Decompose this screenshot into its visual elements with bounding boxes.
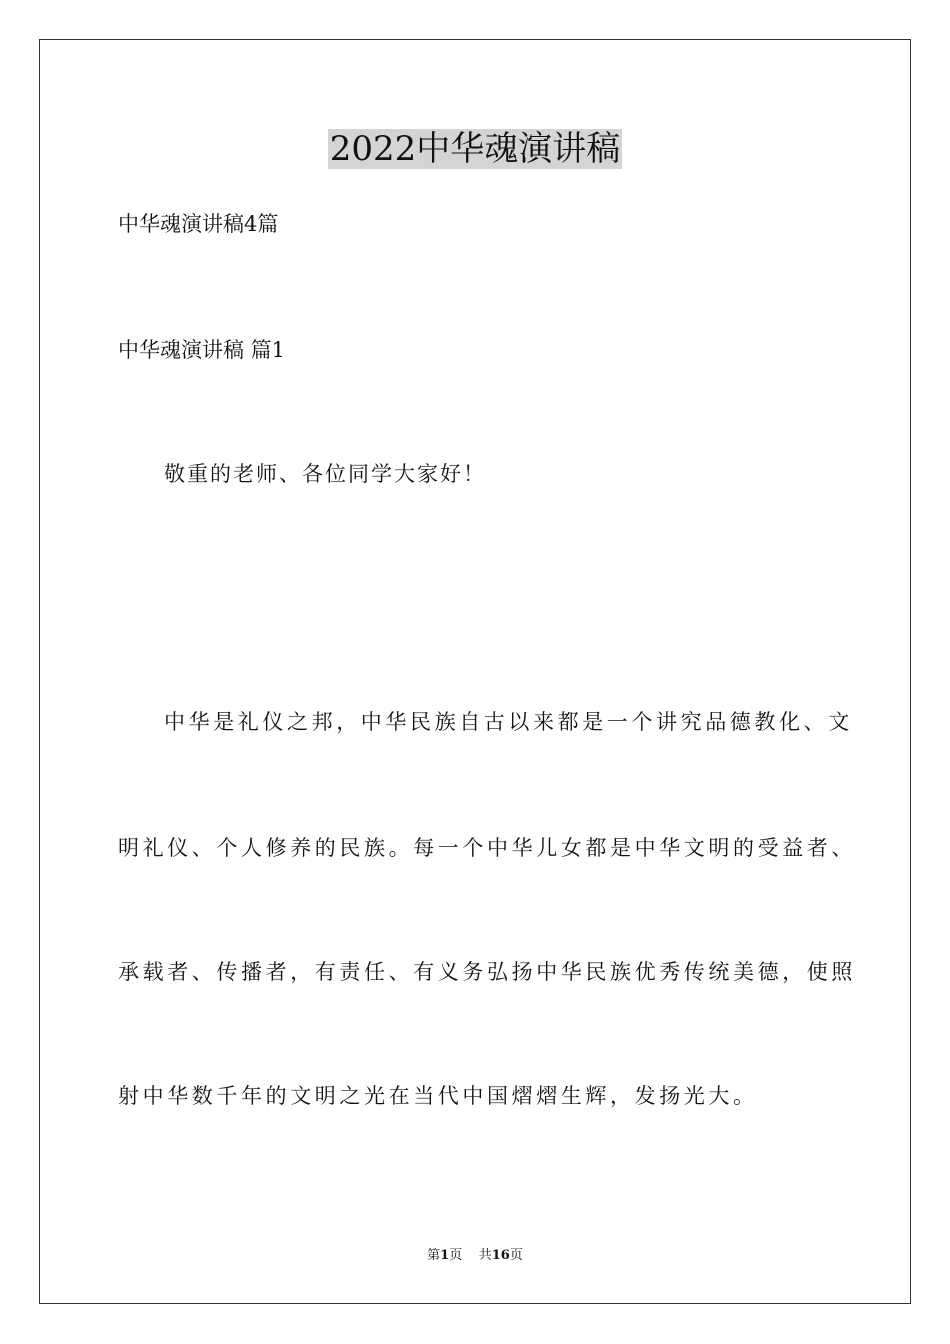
footer-total-pages: 16 bbox=[491, 1248, 510, 1263]
footer-page-suffix: 页 bbox=[449, 1248, 463, 1263]
document-subtitle: 中华魂演讲稿4篇 bbox=[118, 212, 279, 236]
paragraph-line: 明礼仪、个人修养的民族。每一个中华儿女都是中华文明的受益者、 bbox=[118, 836, 856, 860]
paragraph-line: 射中华数千年的文明之光在当代中国熠熠生辉，发扬光大。 bbox=[118, 1084, 758, 1108]
document-title-container bbox=[0, 127, 950, 177]
footer-total-prefix: 共 bbox=[478, 1248, 492, 1263]
section-heading: 中华魂演讲稿 篇1 bbox=[118, 338, 286, 362]
paragraph-line: 中华是礼仪之邦，中华民族自古以来都是一个讲究品德教化、文 bbox=[164, 710, 853, 734]
greeting-line: 敬重的老师、各位同学大家好！ bbox=[164, 462, 486, 486]
page-footer bbox=[0, 1246, 950, 1266]
footer-page-number: 1 bbox=[440, 1248, 450, 1263]
document-title: 2022中华魂演讲稿 bbox=[329, 129, 621, 169]
footer-total-suffix: 页 bbox=[509, 1248, 523, 1263]
paragraph-line: 承载者、传播者，有责任、有义务弘扬中华民族优秀传统美德，使照 bbox=[118, 960, 856, 984]
footer-page-prefix: 第 bbox=[427, 1248, 441, 1263]
